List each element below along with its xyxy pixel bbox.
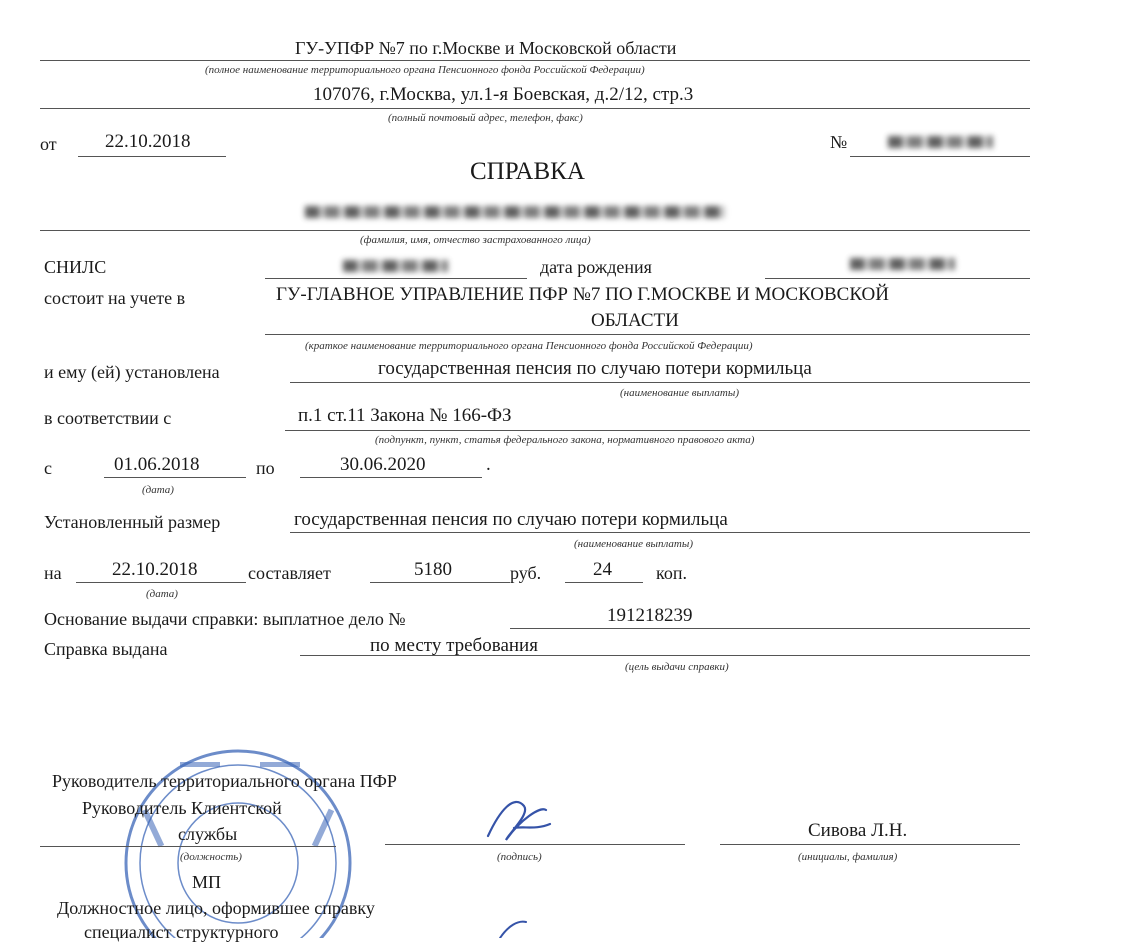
head-label: Руководитель территориального органа ПФР [52,771,397,791]
org-address: 107076, г.Москва, ул.1-я Боевская, д.2/12, стр.3 [313,84,694,105]
birth-label: дата рождения [540,257,652,277]
number-label: № [830,132,848,152]
redacted-fio [305,206,725,218]
mp-label: МП [192,872,222,892]
snils-label: СНИЛС [44,257,107,277]
fio-caption: (фамилия, имя, отчество застрахованного лица) [360,234,591,246]
name-caption: (инициалы, фамилия) [798,851,898,863]
basis-value: п.1 ст.11 Закона № 166-ФЗ [298,405,512,426]
period-end-dot: . [486,454,491,475]
second-signature-scribble [496,918,536,938]
basis-label: в соответствии с [44,408,172,428]
on-label: на [44,563,62,583]
issued-caption: (цель выдачи справки) [625,661,729,673]
signature-caption: (подпись) [497,851,542,863]
case-label: Основание выдачи справки: выплатное дело № [44,609,406,629]
on-date: 22.10.2018 [112,559,198,580]
amount-caption: (наименование выплаты) [574,538,693,550]
registered-label: состоит на учете в [44,288,186,308]
on-date-caption: (дата) [146,588,178,600]
registered-org-line2: ОБЛАСТИ [591,310,679,331]
org-name: ГУ-УПФР №7 по г.Москве и Московской области [295,38,677,58]
kop-label: коп. [656,563,687,583]
redacted-number [888,136,993,148]
period-to-label: по [256,458,275,478]
redacted-snils [343,260,448,272]
amount-type: государственная пенсия по случаю потери кормильца [294,509,728,530]
org-caption: (полное наименование территориального органа Пенсионного фонда Российской Федерации) [205,64,645,76]
registered-caption: (краткое наименование территориального органа Пенсионного фонда Российской Федерации) [305,340,753,352]
issue-date: 22.10.2018 [105,131,191,152]
official-label: Должностное лицо, оформившее справку [57,898,375,918]
issued-label: Справка выдана [44,639,168,659]
period-from-label: с [44,458,52,478]
case-number: 191218239 [607,605,693,626]
period-to-date: 30.06.2020 [340,454,426,475]
pension-label: и ему (ей) установлена [44,362,220,382]
client-label-2: службы [178,824,238,844]
position-caption: (должность) [180,851,242,863]
from-label: от [40,134,57,154]
makes-label: составляет [248,563,331,583]
rub-label: руб. [510,563,542,583]
period-from-date: 01.06.2018 [114,454,200,475]
basis-caption: (подпункт, пункт, статья федерального закона, нормативного правового акта) [375,434,755,446]
address-caption: (полный почтовый адрес, телефон, факс) [388,112,583,124]
issued-value: по месту требования [370,635,538,656]
kop-value: 24 [593,559,612,580]
amount-label: Установленный размер [44,512,221,532]
official-position: специалист структурного [84,922,279,942]
signer-name: Сивова Л.Н. [808,820,908,841]
document-title: СПРАВКА [470,158,585,185]
pension-value: государственная пенсия по случаю потери кормильца [378,358,812,379]
pension-caption: (наименование выплаты) [620,387,739,399]
client-label-1: Руководитель Клиентской [82,798,282,818]
redacted-birthdate [850,258,955,270]
rub-value: 5180 [414,559,452,580]
period-date-caption: (дата) [142,484,174,496]
registered-org-line1: ГУ-ГЛАВНОЕ УПРАВЛЕНИЕ ПФР №7 ПО Г.МОСКВЕ И МОСКОВСКОЙ [276,284,890,305]
